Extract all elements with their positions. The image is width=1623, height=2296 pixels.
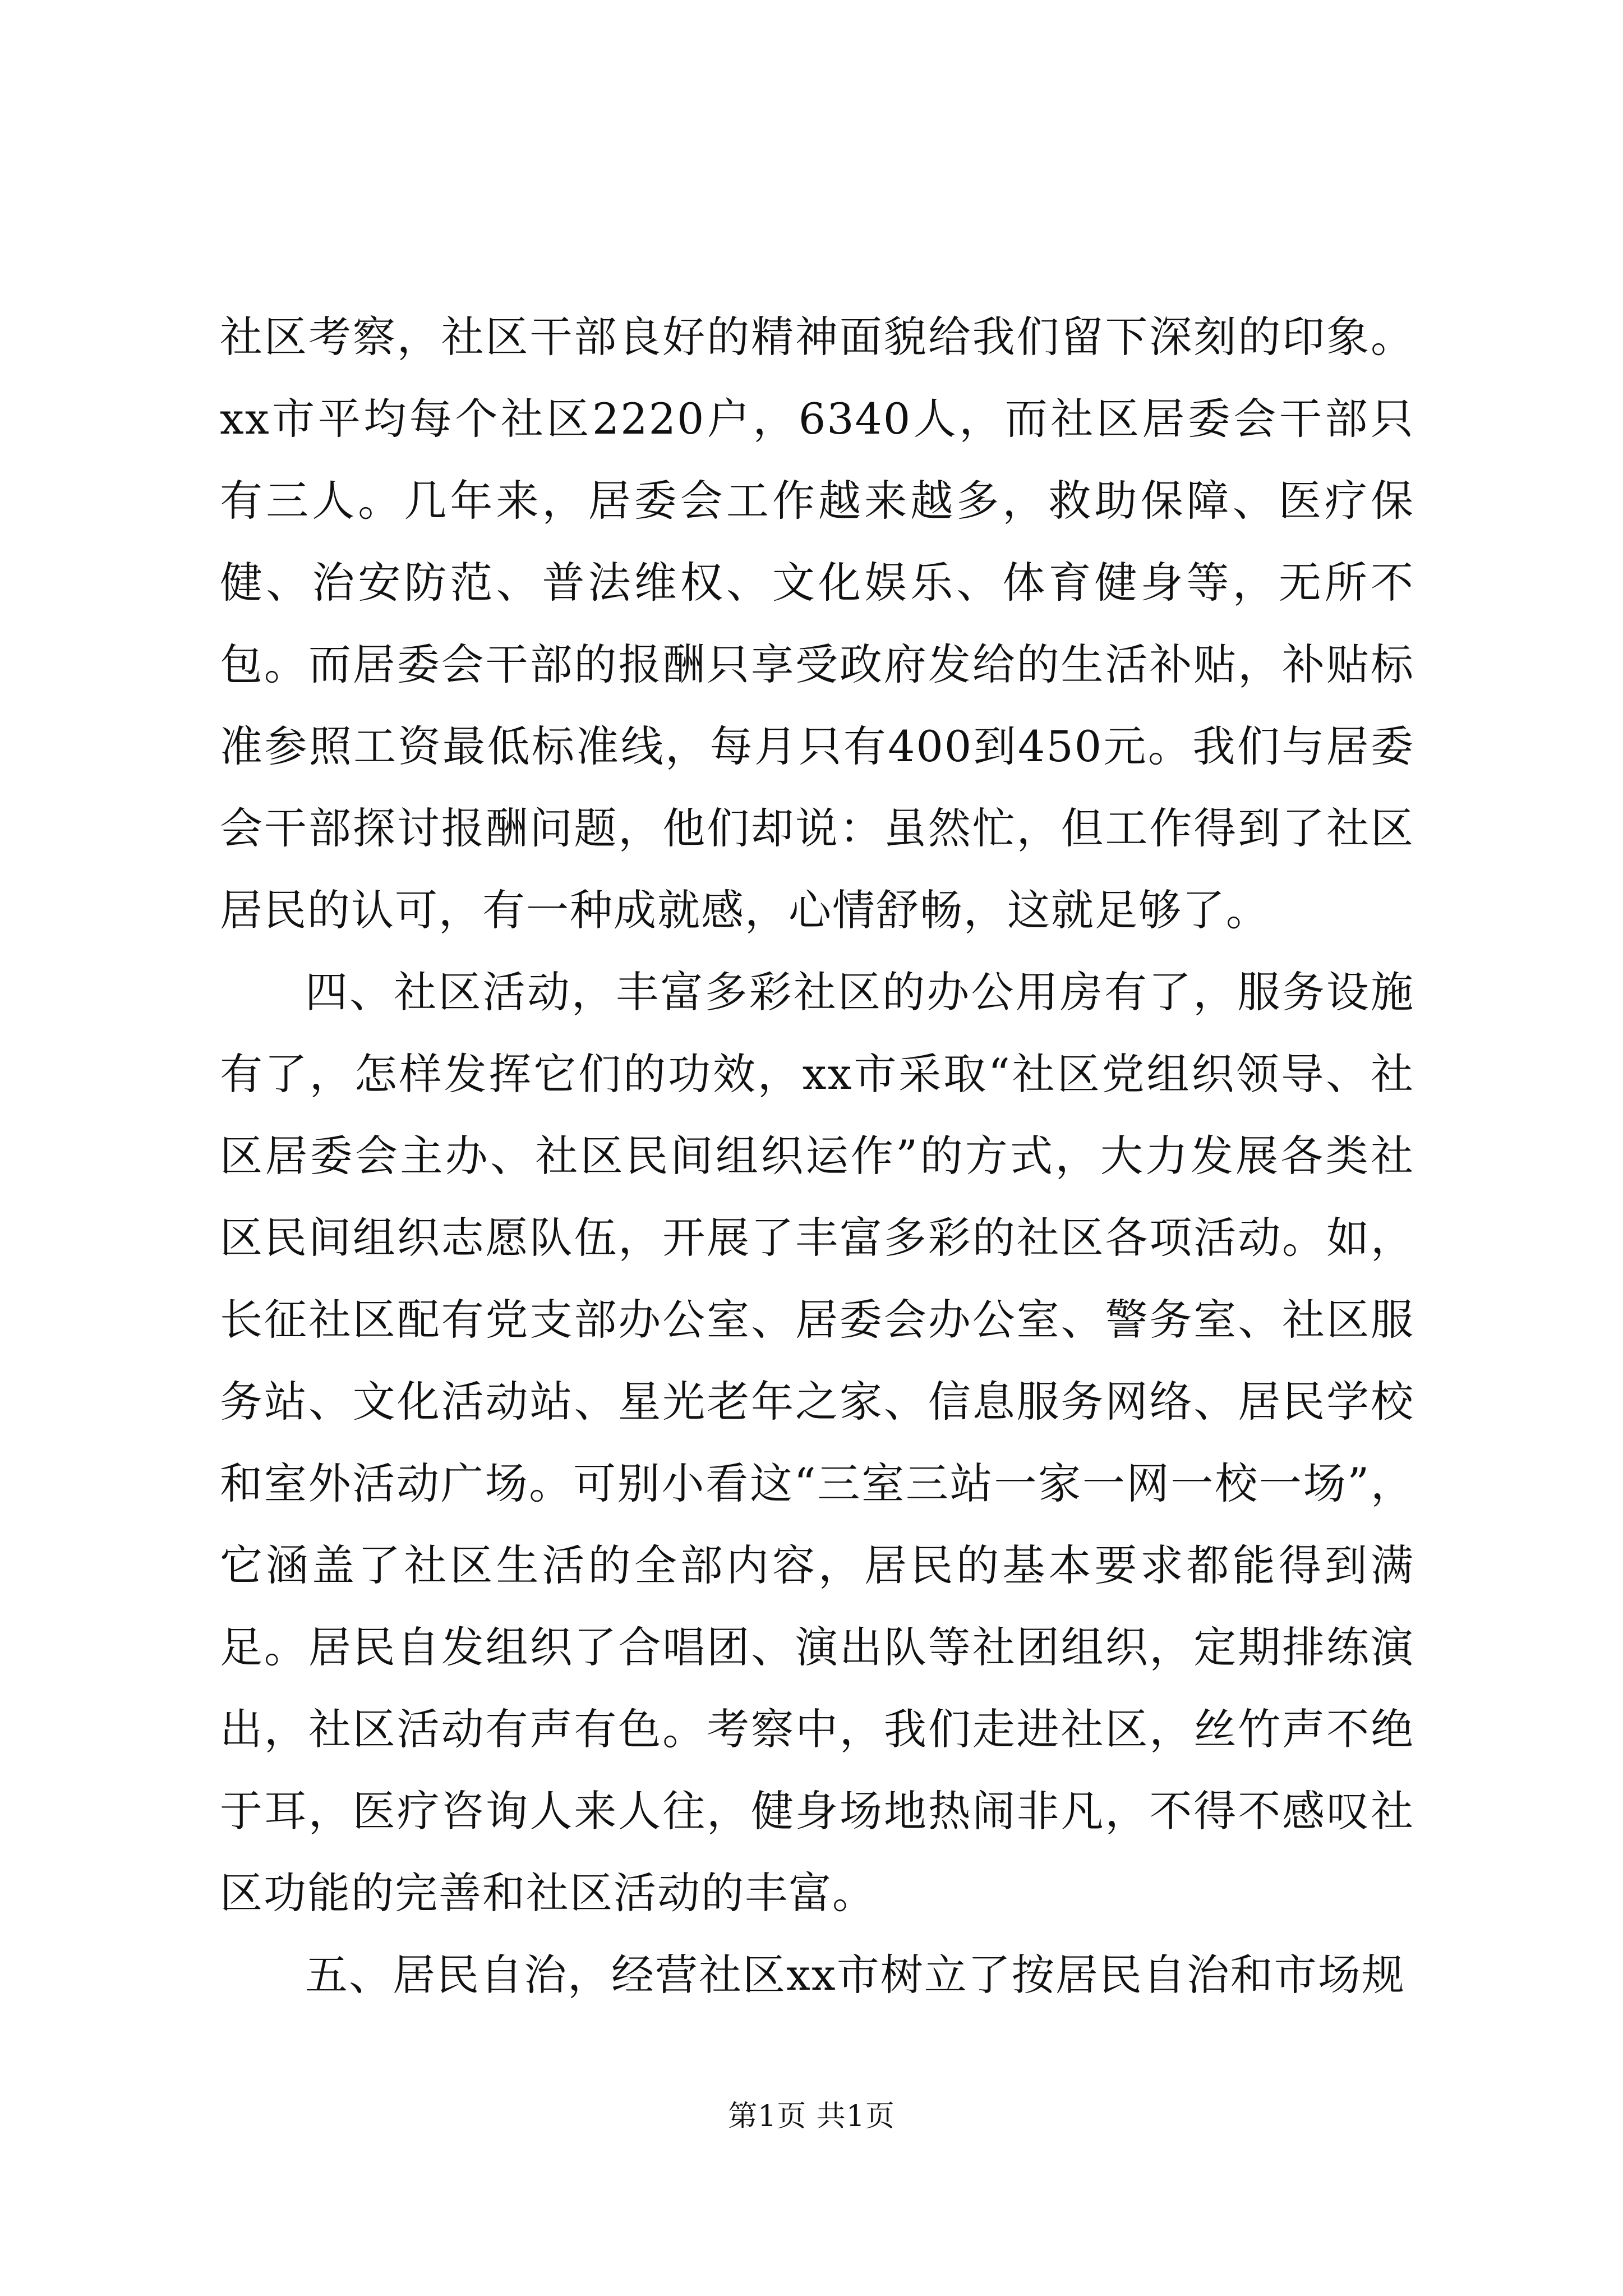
page-number-footer: 第1页 共1页 <box>728 2100 895 2133</box>
paragraph-continued: 社区考察，社区干部良好的精神面貌给我们留下深刻的印象。xx市平均每个社区2220户，6340人，而社区居委会干部只有三人。几年来，居委会工作越来越多，救助保障、医疗保健、治安防范、普法维权、文化娱乐、体育健身等，无所不包。而居委会干部的报酬只享受政府发给的生活补贴，补贴标准参照工资最低标准线，每月只有400到450元。我们与居委会干部探讨报酬问题，他们却说：虽然忙，但工作得到了社区居民的认可，有一种成就感，心情舒畅，这就足够了。 <box>220 312 1414 935</box>
paragraph-section-4: 四、社区活动，丰富多彩社区的办公用房有了，服务设施有了，怎样发挥它们的功效，xx市采取“社区党组织领导、社区居委会主办、社区民间组织运作”的方式，大力发展各类社区民间组织志愿队伍，开展了丰富多彩的社区各项活动。如，长征社区配有党支部办公室、居委会办公室、警务室、社区服务站、文化活动站、星光老年之家、信息服务网络、居民学校和室外活动广场。可别小看这“三室三站一家一网一校一场”，它涵盖了社区生活的全部内容，居民的基本要求都能得到满足。居民自发组织了合唱团、演出队等社团组织，定期排练演出，社区活动有声有色。考察中，我们走进社区，丝竹声不绝于耳，医疗咨询人来人往，健身场地热闹非凡，不得不感叹社区功能的完善和社区活动的丰富。 <box>220 967 1414 1918</box>
paragraph-section-5: 五、居民自治，经营社区xx市树立了按居民自治和市场规 <box>305 1950 1405 2000</box>
document-body <box>220 296 1414 2016</box>
